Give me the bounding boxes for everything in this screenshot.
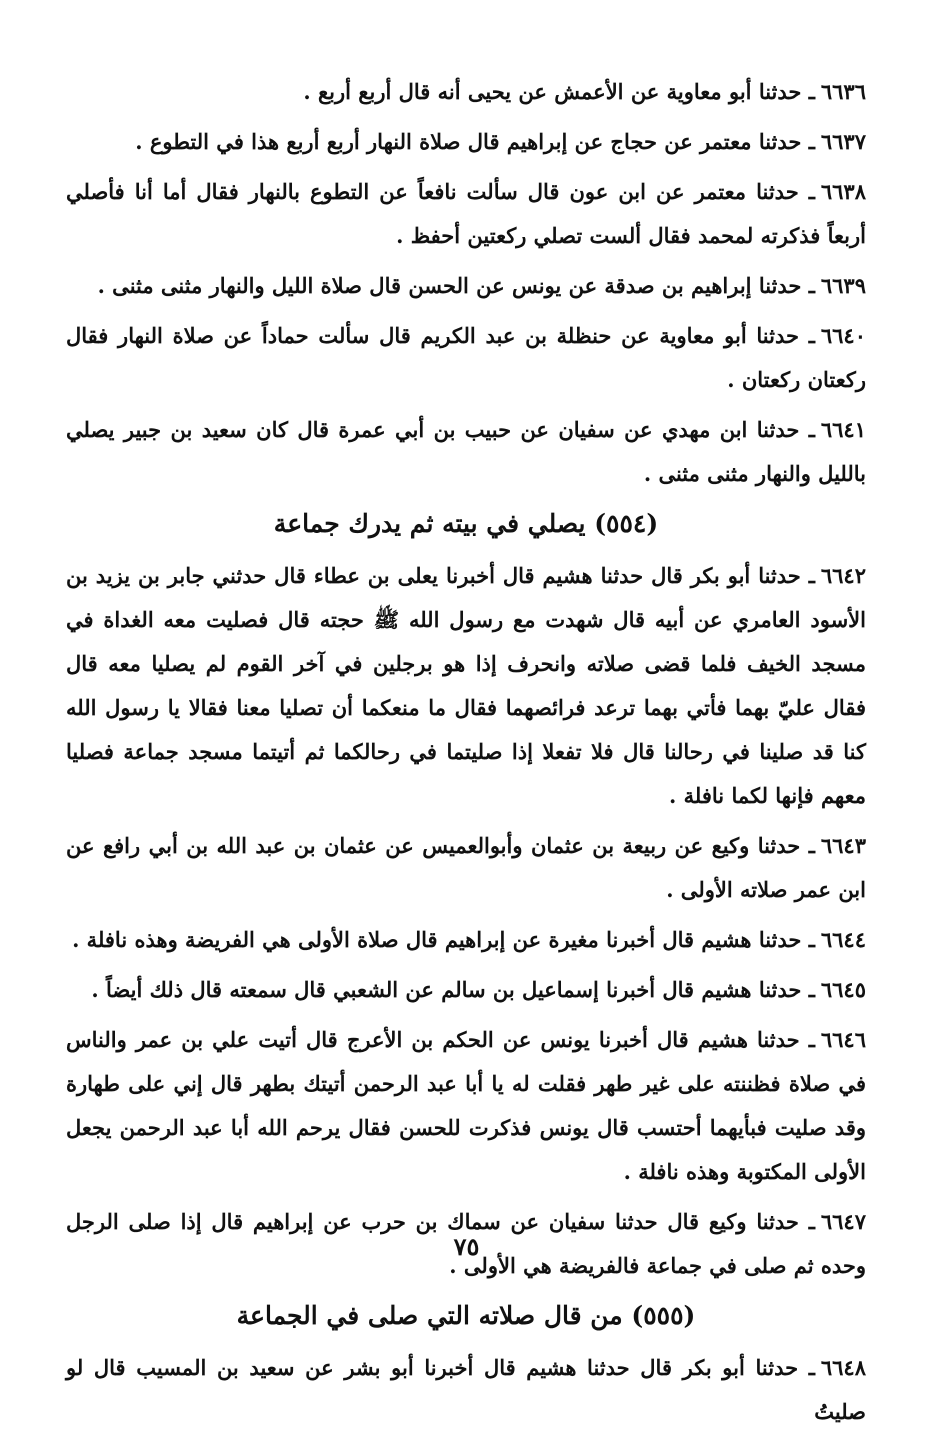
hadith-paragraph <box>66 314 866 402</box>
hadith-text: ـ حدثنا أبو معاوية عن حنظلة بن عبد الكريم قال سألت حماداً عن صلاة النهار فقال ركعتان ركعتان . <box>66 323 866 392</box>
hadith-text: ـ حدثنا أبو معاوية عن الأعمش عن يحيى أنه قال أربع أربع . <box>303 79 815 104</box>
hadith-number: ٦٦٤٣ <box>820 833 866 858</box>
hadith-number: ٦٦٤٤ <box>820 927 866 952</box>
hadith-text: ـ حدثنا هشيم قال أخبرنا إسماعيل بن سالم عن الشعبي قال سمعته قال ذلك أيضاً . <box>91 977 815 1002</box>
hadith-text: ـ حدثنا معتمر عن ابن عون قال سألت نافعاً عن التطوع بالنهار فقال أما أنا فأصلي أربعاً فذكرته لمحمد فقال ألست تصلي ركعتين أحفظ . <box>66 179 866 248</box>
hadith-paragraph <box>66 1346 866 1434</box>
hadith-paragraph <box>66 170 866 258</box>
hadith-number: ٦٦٤٧ <box>820 1209 866 1234</box>
section-heading-555: (٥٥٥) من قال صلاته التي صلى في الجماعة <box>236 1301 696 1330</box>
hadith-paragraph <box>66 408 866 496</box>
hadith-text: ـ حدثنا وكيع قال حدثنا سفيان عن سماك بن حرب عن إبراهيم قال إذا صلى الرجل وحده ثم صلى في جماعة فالفريضة هي الأولى . <box>66 1209 866 1278</box>
hadith-text: ـ حدثنا ابن مهدي عن سفيان عن حبيب بن أبي عمرة قال كان سعيد بن جبير يصلي بالليل والنهار مثنى مثنى . <box>66 417 866 486</box>
hadith-number: ٦٦٤٠ <box>820 323 866 348</box>
hadith-number: ٦٦٤٦ <box>820 1027 866 1052</box>
hadith-text: ـ حدثنا هشيم قال أخبرنا يونس عن الحكم بن الأعرج قال أتيت علي بن عمر والناس في صلاة فظننته على غير طهر فقلت له يا أبا عبد الرحمن أتيتك بطهر قال إني على طهارة وقد صليت فبأيهما أحتسب قال يونس فذكرت للحسن فقال يرحم الله أبا عبد الرحمن يجعل الأولى المكتوبة وهذه نافلة . <box>66 1027 866 1184</box>
hadith-paragraph <box>66 1018 866 1194</box>
hadith-paragraph <box>66 120 866 164</box>
hadith-paragraph <box>66 554 866 818</box>
hadith-paragraph <box>66 264 866 308</box>
hadith-text: ـ حدثنا أبو بكر قال حدثنا هشيم قال أخبرنا أبو بشر عن سعيد بن المسيب قال لو صليتُ <box>66 1355 866 1424</box>
hadith-number: ٦٦٣٩ <box>820 273 866 298</box>
hadith-text: ـ حدثنا معتمر عن حجاج عن إبراهيم قال صلاة النهار أربع أربع هذا في التطوع . <box>135 129 815 154</box>
hadith-number: ٦٦٤١ <box>820 417 866 442</box>
hadith-paragraph <box>66 968 866 1012</box>
page-number: ٧٥ <box>453 1232 480 1261</box>
hadith-number: ٦٦٤٨ <box>820 1355 866 1380</box>
section-heading-554: (٥٥٤) يصلي في بيته ثم يدرك جماعة <box>273 509 659 538</box>
hadith-paragraph <box>66 918 866 962</box>
hadith-text: ـ حدثنا وكيع عن ربيعة بن عثمان وأبوالعميس عن عثمان بن عبد الله بن أبي رافع عن ابن عمر صلاته الأولى . <box>66 833 866 902</box>
hadith-number: ٦٦٣٦ <box>820 79 866 104</box>
hadith-number: ٦٦٤٢ <box>820 563 866 588</box>
hadith-text: ـ حدثنا أبو بكر قال حدثنا هشيم قال أخبرنا يعلى بن عطاء قال حدثني جابر بن يزيد بن الأسود العامري عن أبيه قال شهدت مع رسول الله ﷺ حجته قال فصليت معه الغداة في مسجد الخيف فلما قضى صلاته وانحرف إذا هو برجلين في آخر القوم لم يصليا معه قال فقال عليّ بهما فأتي بهما ترعد فرائصهما فقال ما منعكما أن تصليا معنا فقالا يا رسول الله كنا قد صلينا في رحالنا قال فلا تفعلا إذا صليتما في رحالكما ثم أتيتما مسجد جماعة فصليا معهم فإنها لكما نافلة . <box>66 563 866 808</box>
hadith-paragraph <box>66 824 866 912</box>
hadith-text: ـ حدثنا هشيم قال أخبرنا مغيرة عن إبراهيم قال صلاة الأولى هي الفريضة وهذه نافلة . <box>72 927 815 952</box>
hadith-paragraph <box>66 70 866 114</box>
hadith-number: ٦٦٣٨ <box>820 179 866 204</box>
hadith-text: ـ حدثنا إبراهيم بن صدقة عن يونس عن الحسن قال صلاة الليل والنهار مثنى مثنى . <box>97 273 815 298</box>
hadith-number: ٦٦٣٧ <box>820 129 866 154</box>
hadith-number: ٦٦٤٥ <box>820 977 866 1002</box>
